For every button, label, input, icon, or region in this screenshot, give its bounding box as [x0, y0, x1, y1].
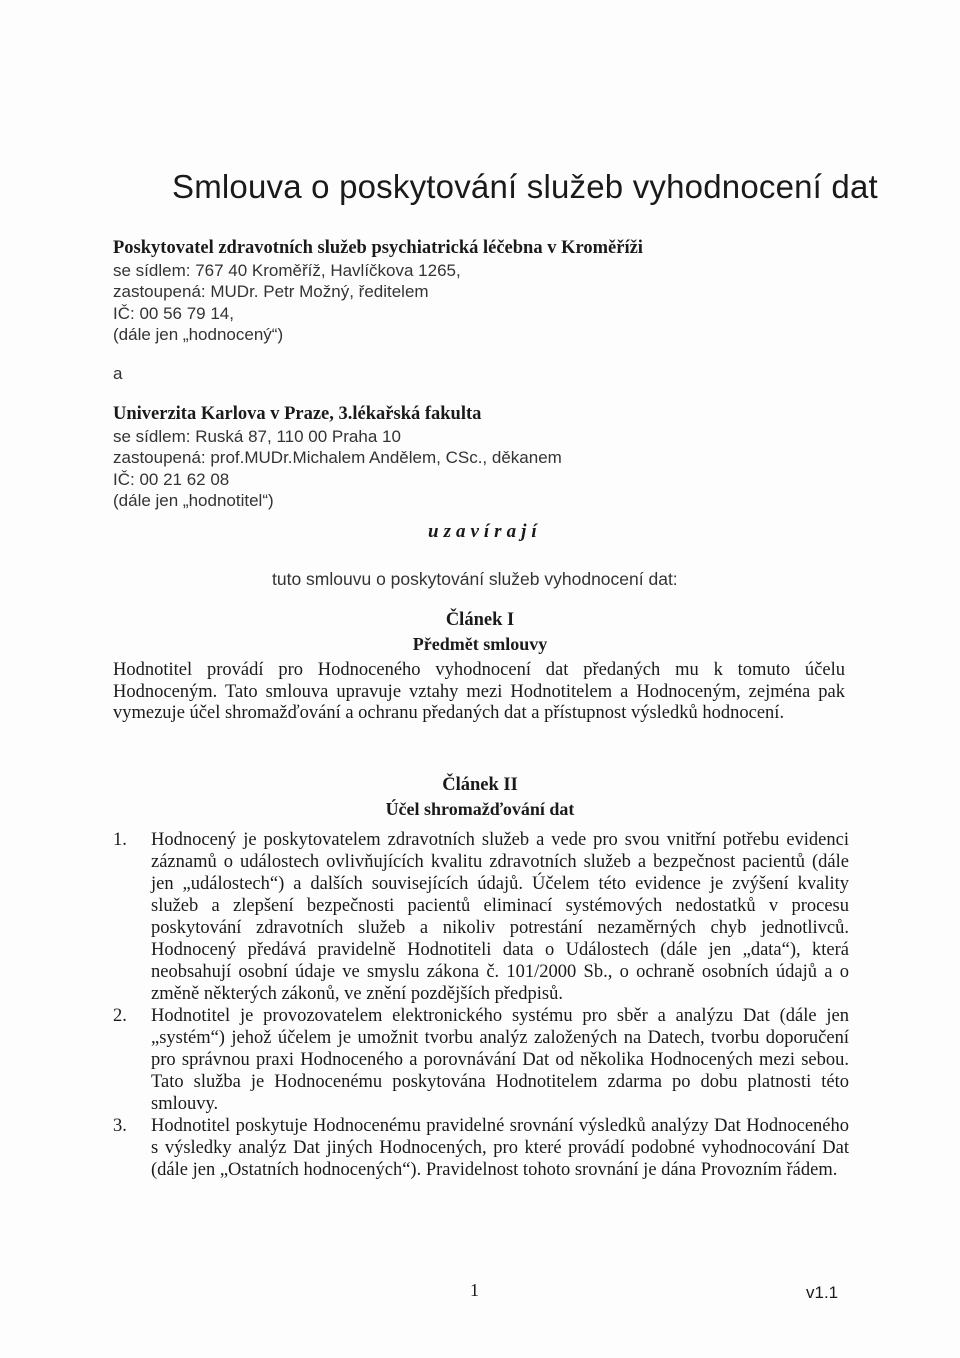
article-2-header [0, 773, 960, 821]
evaluator-block [113, 404, 562, 512]
provider-representative: zastoupená: MUDr. Petr Možný, ředitelem [113, 282, 429, 301]
article-1-text: Hodnotitel provádí pro Hodnoceného vyhodnocení dat předaných mu k tomuto účelu Hodnoceným. Tato smlouva upravuje vztahy mezi Hodnotitelem a Hodnoceným, zejména pak vymezuje účel shromažďování a ochranu předaných dat a přístupnost výsledků hodnocení. [113, 660, 845, 724]
article-2-list [113, 829, 849, 1181]
list-item-text: Hodnotitel poskytuje Hodnocenému pravidelné srovnání výsledků analýzy Dat Hodnoceného s výsledky analýz Dat jiných Hodnocených, pro které provádí podobné vyhodnocování Dat (dále jen „Ostatních hodnocených“). Pravidelnost tohoto srovnání je dána Provozním řádem. [151, 1116, 849, 1180]
evaluator-name: Univerzita Karlova v Praze, 3.lékařská fakulta [113, 404, 482, 424]
article-2-heading: Článek II [442, 775, 518, 795]
list-item-number: 3. [113, 1116, 127, 1136]
list-item [113, 1115, 849, 1181]
list-item [113, 1005, 849, 1115]
article-2-subtitle: Účel shromažďování dat [385, 799, 575, 819]
article-1-heading: Článek I [445, 610, 515, 630]
evaluator-alias: (dále jen „hodnotitel“) [113, 491, 274, 510]
list-item-text: Hodnotitel je provozovatelem elektronického systému pro sběr a analýzu Dat (dále jen „systém“) jehož účelem je umožnit tvorbu analýz založených na Datech, tvorbu doporučení pro správnou praxi Hodnoceného a porovnávání Dat od několika Hodnocených mezi sebou. Tato služba je Hodnocenému poskytována Hodnotitelem zdarma po dobu platnosti této smlouvy. [151, 1006, 849, 1114]
provider-alias: (dále jen „hodnocený“) [113, 325, 284, 344]
evaluator-representative: zastoupená: prof.MUDr.Michalem Andělem, CSc., děkanem [113, 448, 562, 467]
article-1-header [0, 608, 960, 656]
document-title: Smlouva o poskytování služeb vyhodnocení dat [172, 168, 878, 205]
provider-id: IČ: 00 56 79 14, [113, 303, 234, 323]
version-label: v1.1 [806, 1283, 839, 1302]
list-item-text: Hodnocený je poskytovatelem zdravotních služeb a vede pro svou vnitřní potřebu evidenci záznamů o událostech ovlivňujících kvalitu zdravotních služeb a bezpečnost pacientů (dále jen „událostech“) a dalších souvisejících údajů. Účelem této evidence je zvýšení kvality služeb a zlepšení bezpečnosti pacientů eliminací systémových nedostatků v procesu poskytování zdravotních služeb a nikoliv potrestání nezaměrných chyb jednotlivců. Hodnocený předává pravidelně Hodnotiteli data o Událostech (dále jen „data“), která neobsahují osobní údaje ve smyslu zákona č. 101/2000 Sb., o ochraně osobních údajů a o změně některých zákonů, ve znění pozdějších předpisů. [151, 830, 849, 1004]
provider-block [113, 238, 643, 346]
provider-name: Poskytovatel zdravotních služeb psychiatrická léčebna v Kroměříži [113, 238, 643, 258]
contract-intro: tuto smlouvu o poskytování služeb vyhodnocení dat: [272, 569, 678, 589]
provider-address: se sídlem: 767 40 Kroměříž, Havlíčkova 1265, [113, 260, 461, 280]
list-item [113, 829, 849, 1005]
evaluator-address: se sídlem: Ruská 87, 110 00 Praha 10 [113, 426, 401, 446]
article-1-subtitle: Předmět smlouvy [412, 634, 548, 654]
closing-verb: uzavírají [428, 521, 542, 542]
conjunction: a [113, 364, 123, 383]
list-item-number: 1. [113, 830, 127, 850]
page-number: 1 [470, 1280, 479, 1300]
list-item-number: 2. [113, 1006, 127, 1026]
evaluator-id: IČ: 00 21 62 08 [113, 469, 230, 489]
